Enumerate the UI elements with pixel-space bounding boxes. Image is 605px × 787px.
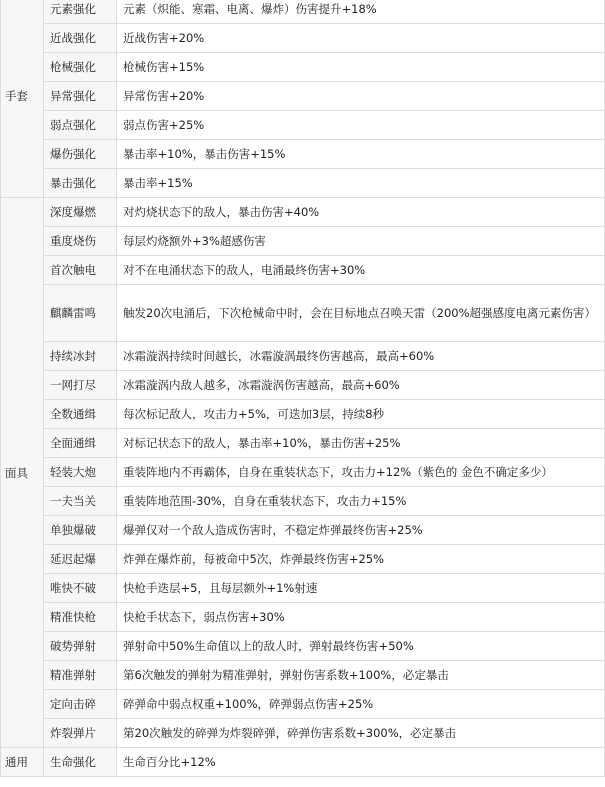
mod-name-cell: 元素强化 (44, 0, 117, 24)
mod-name-cell: 麒麟雷鸣 (44, 285, 117, 342)
mod-name-cell: 爆伤强化 (44, 140, 117, 169)
table-row (1, 256, 605, 285)
mod-description-cell: 冰霜漩涡持续时间越长，冰霜漩涡最终伤害越高，最高+60% (117, 342, 605, 371)
mod-description-cell: 枪械伤害+15% (117, 53, 605, 82)
table-row (1, 169, 605, 198)
mod-description-cell: 冰霜漩涡内敌人越多，冰霜漩涡伤害越高，最高+60% (117, 371, 605, 400)
mod-name-cell: 精准弹射 (44, 661, 117, 690)
table-row (1, 516, 605, 545)
mod-description-cell: 弹射命中50%生命值以上的敌人时，弹射最终伤害+50% (117, 632, 605, 661)
table-row (1, 24, 605, 53)
table-row (1, 458, 605, 487)
table-row (1, 371, 605, 400)
mod-description-cell: 每层灼烧额外+3%超感伤害 (117, 227, 605, 256)
mod-name-cell: 重度烧伤 (44, 227, 117, 256)
mod-name-cell: 首次触电 (44, 256, 117, 285)
mod-name-cell: 全面通缉 (44, 429, 117, 458)
mod-table-body (1, 0, 605, 777)
table-row (1, 603, 605, 632)
table-row (1, 632, 605, 661)
mod-name-cell: 全数通缉 (44, 400, 117, 429)
mod-description-cell: 对不在电涌状态下的敌人，电涌最终伤害+30% (117, 256, 605, 285)
table-row (1, 429, 605, 458)
table-row (1, 719, 605, 748)
table-row (1, 198, 605, 227)
mod-description-cell: 快枪手状态下，弱点伤害+30% (117, 603, 605, 632)
mod-description-cell: 生命百分比+12% (117, 748, 605, 777)
mod-name-cell: 破势弹射 (44, 632, 117, 661)
mod-name-cell: 弱点强化 (44, 111, 117, 140)
mod-name-cell: 生命强化 (44, 748, 117, 777)
mod-description-cell: 近战伤害+20% (117, 24, 605, 53)
mod-name-cell: 精准快枪 (44, 603, 117, 632)
mod-description-cell: 触发20次电涌后，下次枪械命中时，会在目标地点召唤天雷（200%超强感度电离元素伤害） (117, 285, 605, 342)
mod-name-cell: 炸裂弹片 (44, 719, 117, 748)
table-row (1, 0, 605, 24)
mod-name-cell: 一夫当关 (44, 487, 117, 516)
table-row (1, 285, 605, 342)
mod-description-cell: 元素（炽能、寒霜、电离、爆炸）伤害提升+18% (117, 0, 605, 24)
mod-name-cell: 延迟起爆 (44, 545, 117, 574)
mod-name-cell: 异常强化 (44, 82, 117, 111)
mod-name-cell: 持续冰封 (44, 342, 117, 371)
mod-description-cell: 弱点伤害+25% (117, 111, 605, 140)
table-row (1, 661, 605, 690)
category-cell: 通用 (1, 748, 44, 777)
mod-description-cell: 暴击率+15% (117, 169, 605, 198)
mod-name-cell: 定向击碎 (44, 690, 117, 719)
mod-description-cell: 第20次触发的碎弹为炸裂碎弹，碎弹伤害系数+300%，必定暴击 (117, 719, 605, 748)
table-row (1, 487, 605, 516)
mod-name-cell: 唯快不破 (44, 574, 117, 603)
table-row (1, 545, 605, 574)
mod-description-cell: 快枪手迭层+5，且每层额外+1%射速 (117, 574, 605, 603)
mod-description-cell: 炸弹在爆炸前，每被命中5次，炸弹最终伤害+25% (117, 545, 605, 574)
table-row (1, 53, 605, 82)
category-cell: 面具 (1, 198, 44, 748)
mod-name-cell: 轻装大炮 (44, 458, 117, 487)
table-row (1, 400, 605, 429)
table-row (1, 140, 605, 169)
mod-description-cell: 对标记状态下的敌人，暴击率+10%，暴击伤害+25% (117, 429, 605, 458)
mod-name-cell: 枪械强化 (44, 53, 117, 82)
mod-name-cell: 一网打尽 (44, 371, 117, 400)
mod-description-cell: 重装阵地范围-30%，自身在重装状态下，攻击力+15% (117, 487, 605, 516)
mod-name-cell: 深度爆燃 (44, 198, 117, 227)
table-row (1, 574, 605, 603)
mod-description-cell: 碎弹命中弱点权重+100%，碎弹弱点伤害+25% (117, 690, 605, 719)
table-row (1, 111, 605, 140)
mod-name-cell: 近战强化 (44, 24, 117, 53)
mod-description-cell: 爆弹仅对一个敌人造成伤害时，不稳定炸弹最终伤害+25% (117, 516, 605, 545)
table-row (1, 748, 605, 777)
mod-description-cell: 每次标记敌人，攻击力+5%，可迭加3层，持续8秒 (117, 400, 605, 429)
mod-name-cell: 暴击强化 (44, 169, 117, 198)
mod-description-cell: 第6次触发的弹射为精准弹射，弹射伤害系数+100%，必定暴击 (117, 661, 605, 690)
mod-description-cell: 异常伤害+20% (117, 82, 605, 111)
table-row (1, 227, 605, 256)
table-row (1, 690, 605, 719)
category-cell: 手套 (1, 0, 44, 198)
mod-description-cell: 暴击率+10%，暴击伤害+15% (117, 140, 605, 169)
mod-name-cell: 单独爆破 (44, 516, 117, 545)
table-row (1, 82, 605, 111)
mod-description-cell: 重装阵地内不再霸体，自身在重装状态下，攻击力+12%（紫色的 金色不确定多少） (117, 458, 605, 487)
mod-description-cell: 对灼烧状态下的敌人，暴击伤害+40% (117, 198, 605, 227)
table-row (1, 342, 605, 371)
